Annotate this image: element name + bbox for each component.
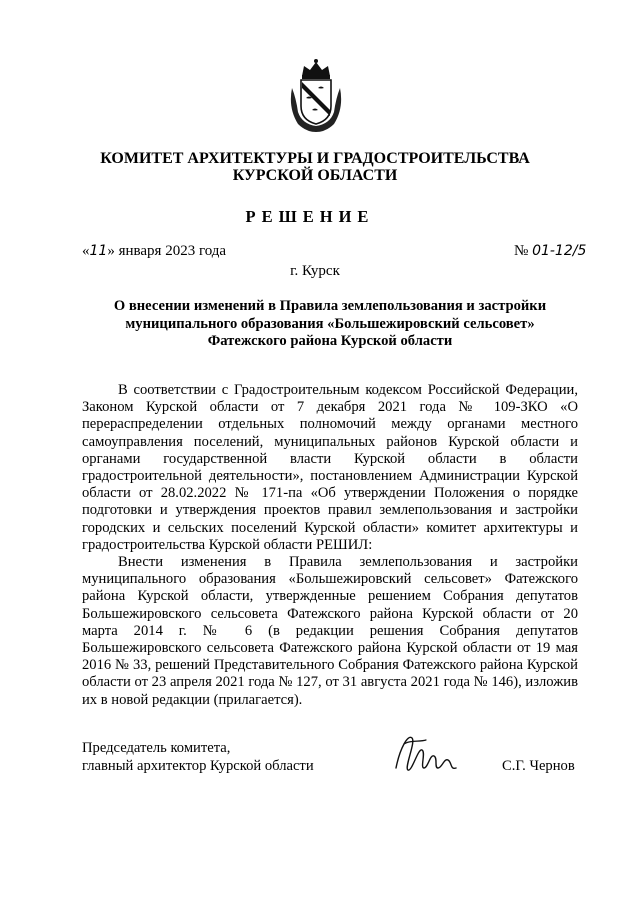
subject-line3: Фатежского района Курской области [207, 333, 453, 349]
signatory-position [82, 740, 314, 775]
document-body [82, 382, 578, 709]
handwritten-signature-icon [390, 728, 460, 778]
signatory-name: С.Г. Чернов [502, 758, 575, 774]
subject-line2: муниципального образования «Большежировский сельсовет» [125, 315, 535, 332]
organization-name-line2: КУРСКОЙ ОБЛАСТИ [232, 167, 398, 184]
position-line2: главный архитектор Курской области [82, 757, 314, 774]
coat-of-arms-icon [288, 58, 344, 134]
document-city: г. Курск [290, 263, 340, 279]
date-day-handwritten: 11 [89, 243, 108, 259]
number-prefix: № [514, 243, 529, 259]
document-type: РЕШЕНИЕ [245, 207, 375, 226]
document-number [514, 243, 586, 260]
body-paragraph-preamble: В соответствии с Градостроительным кодексом Российской Федерации, Законом Курской области от 7 декабря 2021 года № 109-ЗКО «О перераспределении отдельных полномочий между органами местного самоуправления поселений, муниципальных районов Курской области и органами государственной власти Курской области в области градостроительной деятельности», постановлением Администрации Курской области от 28.02.2022 № 171-па «Об утверждении Положения о порядке подготовки и утверждения проектов правил землепользования и застройки городских и сельских поселений Курской области» комитет архитектуры и градостроительства Курской области РЕШИЛ: [82, 382, 578, 553]
document-date [82, 243, 226, 260]
date-open-quote: « [82, 243, 90, 259]
date-rest: » января 2023 года [107, 243, 227, 259]
organization-name-line1: КОМИТЕТ АРХИТЕКТУРЫ И ГРАДОСТРОИТЕЛЬСТВА [100, 150, 530, 167]
document-subject [82, 298, 578, 351]
body-paragraph-decision: Внести изменения в Правила землепользования и застройки муниципального образования «Большежировский сельсовет» Фатежского района Курской области, утвержденные решением Собрания депутатов Большежировского сельсовета Фатежского района Курской области от 20 марта 2014 г. № 6 (в редакции решения Собрания депутатов Большежировского сельсовета Фатежского района Курской области от 19 мая 2016 № 33, решений Представительного Собрания Фатежского района Курской области от 23 апреля 2021 года № 127, от 31 августа 2021 года № 146), изложив их в новой редакции (прилагается). [82, 554, 578, 708]
number-handwritten: 01-12/5 [532, 243, 587, 259]
subject-line1: О внесении изменений в Правила землепользования и застройки [113, 298, 547, 314]
position-line1: Председатель комитета, [82, 740, 231, 756]
